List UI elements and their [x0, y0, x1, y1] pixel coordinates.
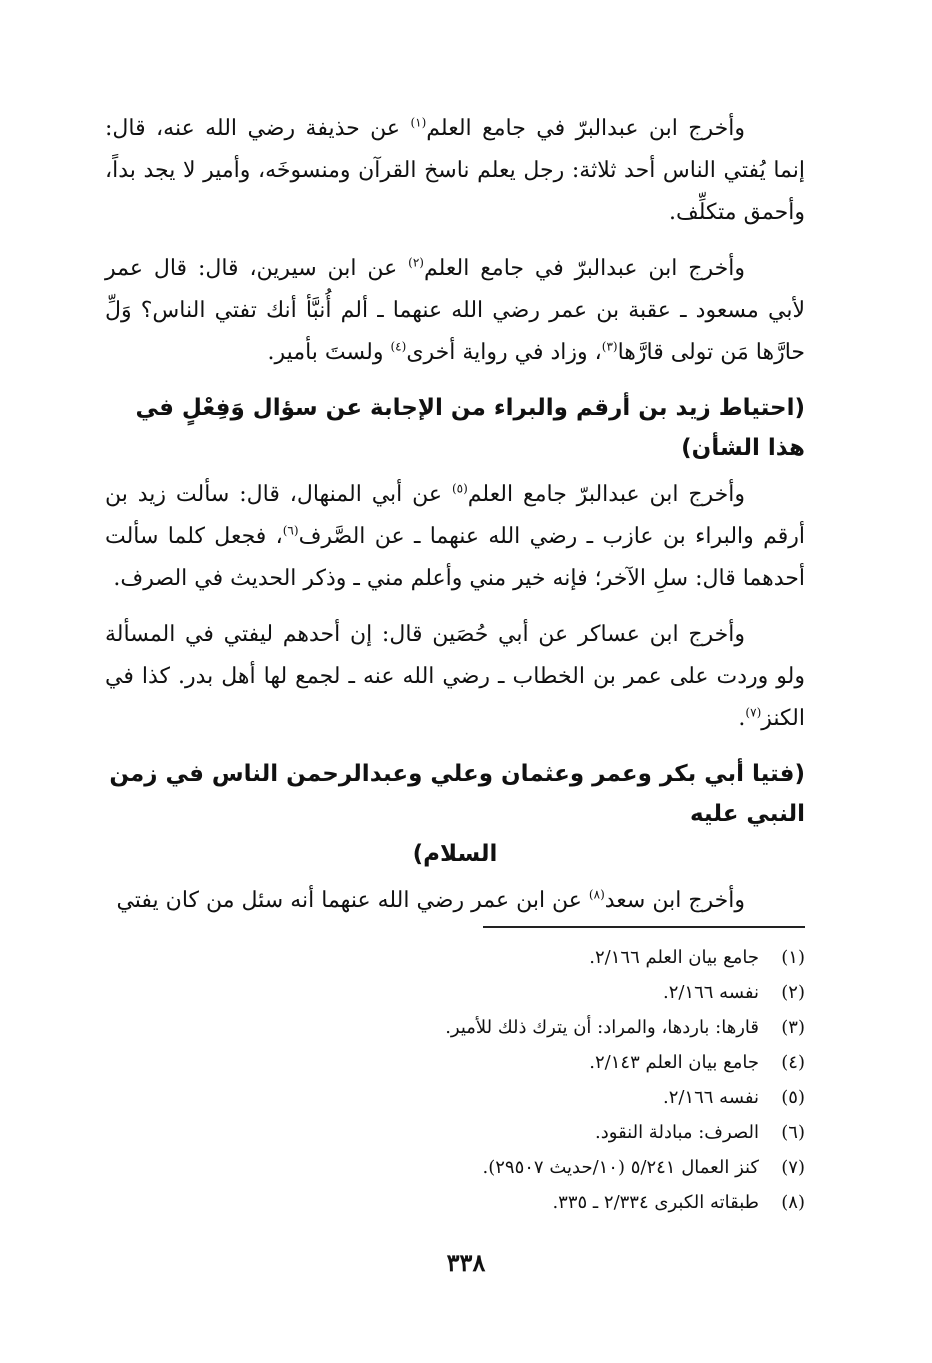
footnote-text: قارها: باردها، والمراد: أن يترك ذلك للأمير. [445, 1017, 759, 1038]
footnote-ref[interactable]: (٨) [588, 887, 605, 902]
paragraph-ibn-sad: وأخرج ابن سعد$^{(٨)}$ عن ابن عمر رضي الله عنهما أنه سئل من كان يفتي [116, 887, 745, 913]
footnote-text: طبقاته الكبرى ٢/٣٣٤ ـ ٣٣٥. [552, 1192, 759, 1213]
footnote-item [105, 1080, 805, 1115]
footnote-item [105, 1045, 805, 1080]
footnote-text: جامع بيان العلم ٢/١٦٦. [589, 947, 759, 968]
page-number: ٣٣٨ [446, 1248, 486, 1277]
footnote-item [105, 975, 805, 1010]
footnote-ref[interactable]: (٥) [451, 481, 468, 496]
footnote-text: جامع بيان العلم ٢/١٤٣. [589, 1052, 759, 1073]
footnote-item [105, 940, 805, 975]
section-heading-fatwa-tail: السلام) [412, 841, 498, 867]
footnote-divider [483, 926, 805, 928]
footnote-ref[interactable]: (١) [410, 115, 427, 130]
paragraph-ibn-sirin: وأخرج ابن عبدالبرّ في جامع العلم$^{(٢)}$ عن ابن سيرين، قال: قال عمر لأبي مسعود ـ عقبة بن عمر رضي الله عنهما ـ ألم أُنبَّأ أنك تفتي الناس؟ وَلِّ حارَّها مَن تولى قارَّها$^{(٣)}$، وزاد في رواية أخرى$^{(٤)}$ ولستَ بأمير. [105, 255, 805, 365]
footnote-item [105, 1010, 805, 1045]
footnote-ref[interactable]: (٦) [282, 523, 299, 538]
footnote-text: نفسه ٢/١٦٦. [662, 1087, 759, 1108]
footnote-number: (٧) [781, 1157, 805, 1178]
footnote-ref[interactable]: (٧) [745, 705, 762, 720]
main-text [105, 108, 805, 936]
footnote-text: الصرف: مبادلة النقود. [595, 1122, 759, 1143]
paragraph-ibn-asakir: وأخرج ابن عساكر عن أبي حُصَين قال: إن أحدهم ليفتي في المسألة ولو وردت على عمر بن الخطاب ـ رضي الله عنه ـ لجمع لها أهل بدر. كذا في الكنز$^{(٧)}$. [105, 622, 805, 731]
footnote-ref[interactable]: (٤) [390, 339, 407, 354]
footnote-number: (٦) [781, 1122, 805, 1143]
footnote-number: (١) [781, 947, 805, 968]
footnote-ref[interactable]: (٢) [408, 255, 424, 270]
paragraph-abu-minhal: وأخرج ابن عبدالبرّ جامع العلم$^{(٥)}$ عن أبي المنهال، قال: سألت زيد بن أرقم والبراء بن عازب ـ رضي الله عنهما ـ عن الصَّرف$^{(٦)}$، فجعل كلما سألت أحدهما قال: سلِ الآخر؛ فإنه خير مني وأعلم مني ـ وذكر الحديث في الصرف. [105, 481, 805, 591]
footnote-number: (٥) [781, 1087, 805, 1108]
footnote-item [105, 1115, 805, 1150]
footnotes [105, 940, 805, 1220]
footnote-item [105, 1185, 805, 1220]
footnote-number: (٨) [781, 1192, 805, 1213]
footnote-ref[interactable]: (٣) [601, 339, 618, 354]
footnote-text: نفسه ٢/١٦٦. [662, 982, 759, 1003]
section-heading-zayd: (احتياط زيد بن أرقم والبراء من الإجابة عن سؤال وَفِعْلٍ في هذا الشأن) [135, 395, 805, 461]
section-heading-fatwa: (فتيا أبي بكر وعمر وعثمان وعلي وعبدالرحمن الناس في زمن النبي عليه [109, 761, 805, 827]
footnote-number: (٤) [781, 1052, 805, 1073]
footnote-number: (٣) [781, 1017, 805, 1038]
footnote-item [105, 1150, 805, 1185]
footnote-number: (٢) [781, 982, 805, 1003]
footnote-text: كنز العمال ٥/٢٤١ (١٠/حديث ٢٩٥٠٧). [482, 1157, 759, 1178]
paragraph-hudhayfa: وأخرج ابن عبدالبرّ في جامع العلم$^{(١)}$ عن حذيفة رضي الله عنه، قال: إنما يُفتي الناس أحد ثلاثة: رجل يعلم ناسخ القرآن ومنسوخَه، وأمير لا يجد بداً، وأحمق متكلِّف. [105, 115, 805, 225]
